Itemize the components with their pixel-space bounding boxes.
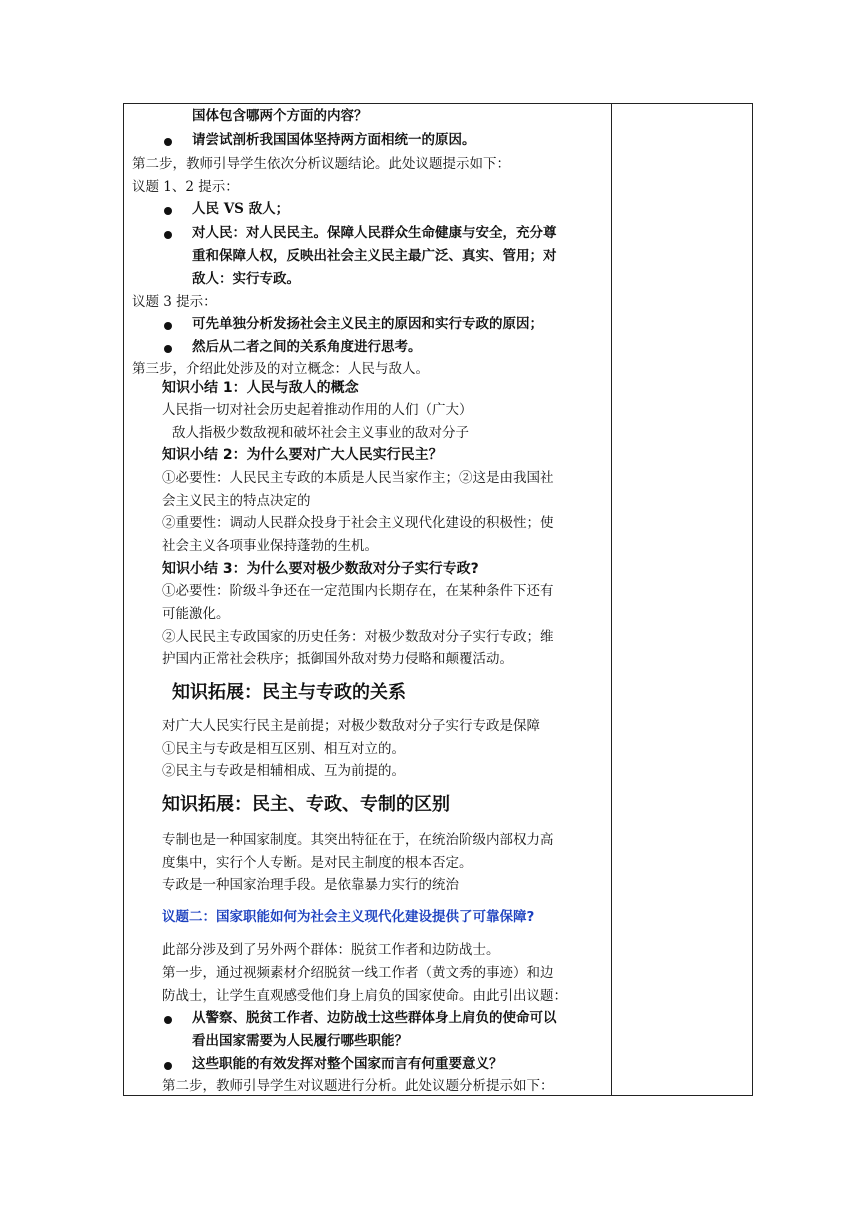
text-line: 敌人：实行专政。 — [192, 271, 300, 287]
text-line: 可先单独分析发扬社会主义民主的原因和实行专政的原因； — [192, 316, 543, 332]
text-line: ②民主与专政是相辅相成、互为前提的。 — [162, 763, 405, 779]
content-cell — [124, 104, 611, 1095]
text-line: 可能激化。 — [162, 606, 230, 622]
text-line: 护国内正常社会秩序；抵御国外敌对势力侵略和颠覆活动。 — [162, 651, 513, 667]
text-line: 看出国家需要为人民履行哪些职能？ — [192, 1033, 408, 1049]
topic-heading: 议题二：国家职能如何为社会主义现代化建设提供了可靠保障? — [162, 909, 535, 925]
expansion-heading: 知识拓展：民主、专政、专制的区别 — [162, 794, 450, 815]
text-line: ①必要性：人民民主专政的本质是人民当家作主；②这是由我国社 — [162, 470, 554, 486]
text-line: 对人民：对人民民主。保障人民群众生命健康与安全，充分尊 — [192, 225, 557, 241]
text-line: 国体包含哪两个方面的内容？ — [192, 108, 368, 124]
text-line: ②人民民主专政国家的历史任务：对极少数敌对分子实行专政；维 — [162, 629, 554, 645]
section-heading: 知识小结 2：为什么要对广大人民实行民主？ — [162, 447, 443, 463]
text-line: 请尝试剖析我国国体坚持两方面相统一的原因。 — [192, 132, 476, 148]
text-line: 专政是一种国家治理手段。是依靠暴力实行的统治 — [162, 877, 459, 893]
text-line: 议题 3 提示： — [132, 294, 217, 310]
text-line: ②重要性：调动人民群众投身于社会主义现代化建设的积极性；使 — [162, 515, 554, 531]
text-line: ①民主与专政是相互区别、相互对立的。 — [162, 741, 405, 757]
text-line: 第三步，介绍此处涉及的对立概念：人民与敌人。 — [132, 361, 429, 377]
text-line: 防战士，让学生直观感受他们身上肩负的国家使命。由此引出议题： — [162, 988, 567, 1004]
section-heading: 知识小结 3：为什么要对极少数敌对分子实行专政? — [162, 561, 479, 577]
text-line: 从警察、脱贫工作者、边防战士这些群体身上肩负的使命可以 — [192, 1010, 557, 1026]
text-line: ①必要性：阶级斗争还在一定范围内长期存在，在某种条件下还有 — [162, 583, 554, 599]
bullet-icon — [164, 231, 172, 239]
text-line: 度集中，实行个人专断。是对民主制度的根本否定。 — [162, 855, 473, 871]
bullet-icon — [164, 322, 172, 330]
lesson-table — [123, 103, 753, 1096]
column-divider — [611, 104, 612, 1095]
text-line: 第二步，教师引导学生对议题进行分析。此处议题分析提示如下： — [162, 1078, 554, 1094]
text-line: 第一步，通过视频素材介绍脱贫一线工作者（黄文秀的事迹）和边 — [162, 965, 554, 981]
bullet-icon — [164, 1016, 172, 1024]
text-line: 对广大人民实行民主是前提；对极少数敌对分子实行专政是保障 — [162, 718, 540, 734]
text-line: 人民指一切对社会历史起着推动作用的人们（广大） — [162, 402, 473, 418]
expansion-heading: 知识拓展：民主与专政的关系 — [172, 682, 406, 703]
bullet-icon — [164, 345, 172, 353]
text-line: 人民 VS 敌人； — [192, 201, 290, 217]
text-line: 议题 1、2 提示： — [132, 179, 239, 195]
text-line: 第二步，教师引导学生依次分析议题结论。此处议题提示如下： — [132, 156, 510, 172]
text-line: 此部分涉及到了另外两个群体：脱贫工作者和边防战士。 — [162, 942, 500, 958]
text-line: 社会主义各项事业保持蓬勃的生机。 — [162, 538, 378, 554]
text-line: 专制也是一种国家制度。其突出特征在于，在统治阶级内部权力高 — [162, 832, 554, 848]
text-line: 这些职能的有效发挥对整个国家而言有何重要意义？ — [192, 1056, 503, 1072]
text-line: 会主义民主的特点决定的 — [162, 493, 311, 509]
bullet-icon — [164, 138, 172, 146]
bullet-icon — [164, 1062, 172, 1070]
text-line: 然后从二者之间的关系角度进行思考。 — [192, 339, 422, 355]
text-line: 敌人指极少数敌视和破坏社会主义事业的敌对分子 — [172, 425, 469, 441]
section-heading: 知识小结 1：人民与敌人的概念 — [162, 380, 359, 396]
bullet-icon — [164, 207, 172, 215]
text-line: 重和保障人权，反映出社会主义民主最广泛、真实、管用；对 — [192, 248, 557, 264]
